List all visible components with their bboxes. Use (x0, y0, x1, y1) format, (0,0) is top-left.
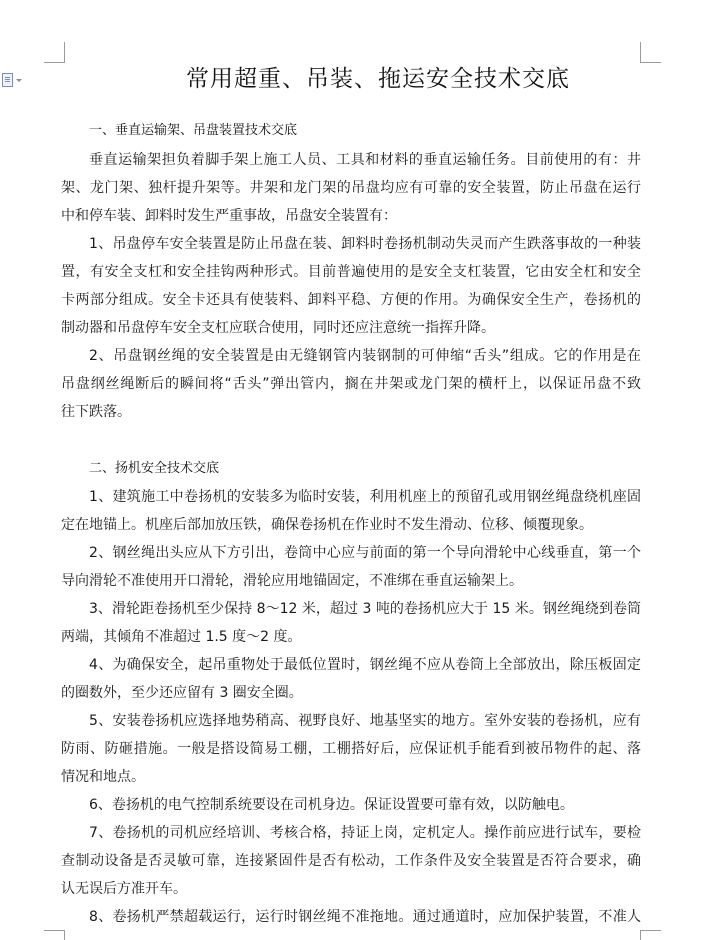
paragraph-line: 8、卷扬机严禁超载运行，运行时钢丝绳不准拖地。通过通道时，应加保护装置，不准人 (89, 909, 641, 925)
paragraph-line: 防雨、防砸措施。一般是搭设简易工棚，工棚搭好后，应保证机手能看到被吊物件的起、落 (61, 741, 641, 757)
paragraph-line: 导向滑轮不准使用开口滑轮，滑轮应用地锚固定，不准绑在垂直运输架上。 (61, 573, 523, 589)
paragraph-line: 查制动设备是否灵敏可靠，连接紧固件是否有松动，工作条件及安全装置是否符合要求，确 (61, 853, 641, 869)
paragraph-line: 两端，其倾角不准超过 1.5 度～2 度。 (61, 629, 302, 645)
paragraph-line: 往下跌落。 (61, 404, 131, 420)
paragraph-line: 1、建筑施工中卷扬机的安装多为临时安装，利用机座上的预留孔或用钢丝绳盘绕机座固 (89, 489, 641, 505)
paragraph-line: 垂直运输架担负着脚手架上施工人员、工具和材料的垂直运输任务。目前使用的有：井 (89, 152, 641, 168)
paragraph-line: 2、钢丝绳出头应从下方引出，卷筒中心应与前面的第一个导向滑轮中心线垂直，第一个 (89, 545, 641, 561)
paragraph-line: 制动器和吊盘停车安全支杠应联合使用，同时还应注意统一指挥升降。 (61, 320, 495, 336)
paragraph-line: 6、卷扬机的电气控制系统要设在司机身边。保证设置要可靠有效，以防触电。 (89, 797, 574, 813)
crop-mark-top-right (640, 42, 661, 63)
paragraph-line: 5、安装卷扬机应选择地势稍高、视野良好、地基坚实的地方。室外安装的卷扬机，应有 (89, 713, 641, 729)
paragraph-line: 置，有安全支杠和安全挂钩两种形式。目前普遍使用的是安全支杠装置，它由安全杠和安全 (61, 264, 641, 280)
crop-mark-bottom-right (640, 930, 661, 940)
document-title: 常用超重、吊装、拖运安全技术交底 (186, 66, 570, 92)
paragraph-line: 认无误后方准开车。 (61, 881, 187, 897)
paragraph-line: 的圈数外，至少还应留有 3 圈安全圈。 (61, 685, 303, 701)
paragraph-line: 2、吊盘钢丝绳的安全装置是由无缝钢管内装钢制的可伸缩“舌头”组成。它的作用是在 (89, 348, 641, 364)
paragraph-line: 1、吊盘停车安全装置是防止吊盘在装、卸料时卷扬机制动失灵而产生跌落事故的一种装 (89, 236, 641, 252)
paragraph-line: 吊盘纲丝绳断后的瞬间将“舌头”弹出管内，搁在井架或龙门架的横杆上，以保证吊盘不致 (61, 376, 641, 392)
crop-mark-bottom-left (44, 930, 65, 940)
paragraph-line: 卡两部分组成。安全卡还具有使装料、卸料平稳、方便的作用。为确保安全生产，卷扬机的 (61, 292, 641, 308)
paragraph-line: 7、卷扬机的司机应经培训、考核合格，持证上岗，定机定人。操作前应进行试车，要检 (89, 825, 641, 841)
paragraph-line: 架、龙门架、独杆提升架等。井架和龙门架的吊盘均应有可靠的安全装置，防止吊盘在运行 (61, 180, 641, 196)
crop-mark-top-left (44, 42, 65, 63)
paragraph-line: 情况和地点。 (61, 769, 145, 785)
paragraph-line: 3、滑轮距卷扬机至少保持 8～12 米，超过 3 吨的卷扬机应大于 15 米。钢丝绳绕到卷筒 (89, 601, 641, 617)
paragraph-line: 4、为确保安全，起吊重物处于最低位置时，钢丝绳不应从卷筒上全部放出，除压板固定 (89, 657, 641, 673)
section-heading-2: 二、扬机安全技术交底 (89, 461, 220, 476)
section-heading-1: 一、垂直运输架、吊盘装置技术交底 (89, 123, 298, 138)
paragraph-line: 中和停车装、卸料时发生严重事故，吊盘安全装置有： (61, 208, 397, 224)
paragraph-line: 定在地锚上。机座后部加放压铁，确保卷扬机在作业时不发生滑动、位移、倾覆现象。 (61, 517, 593, 533)
